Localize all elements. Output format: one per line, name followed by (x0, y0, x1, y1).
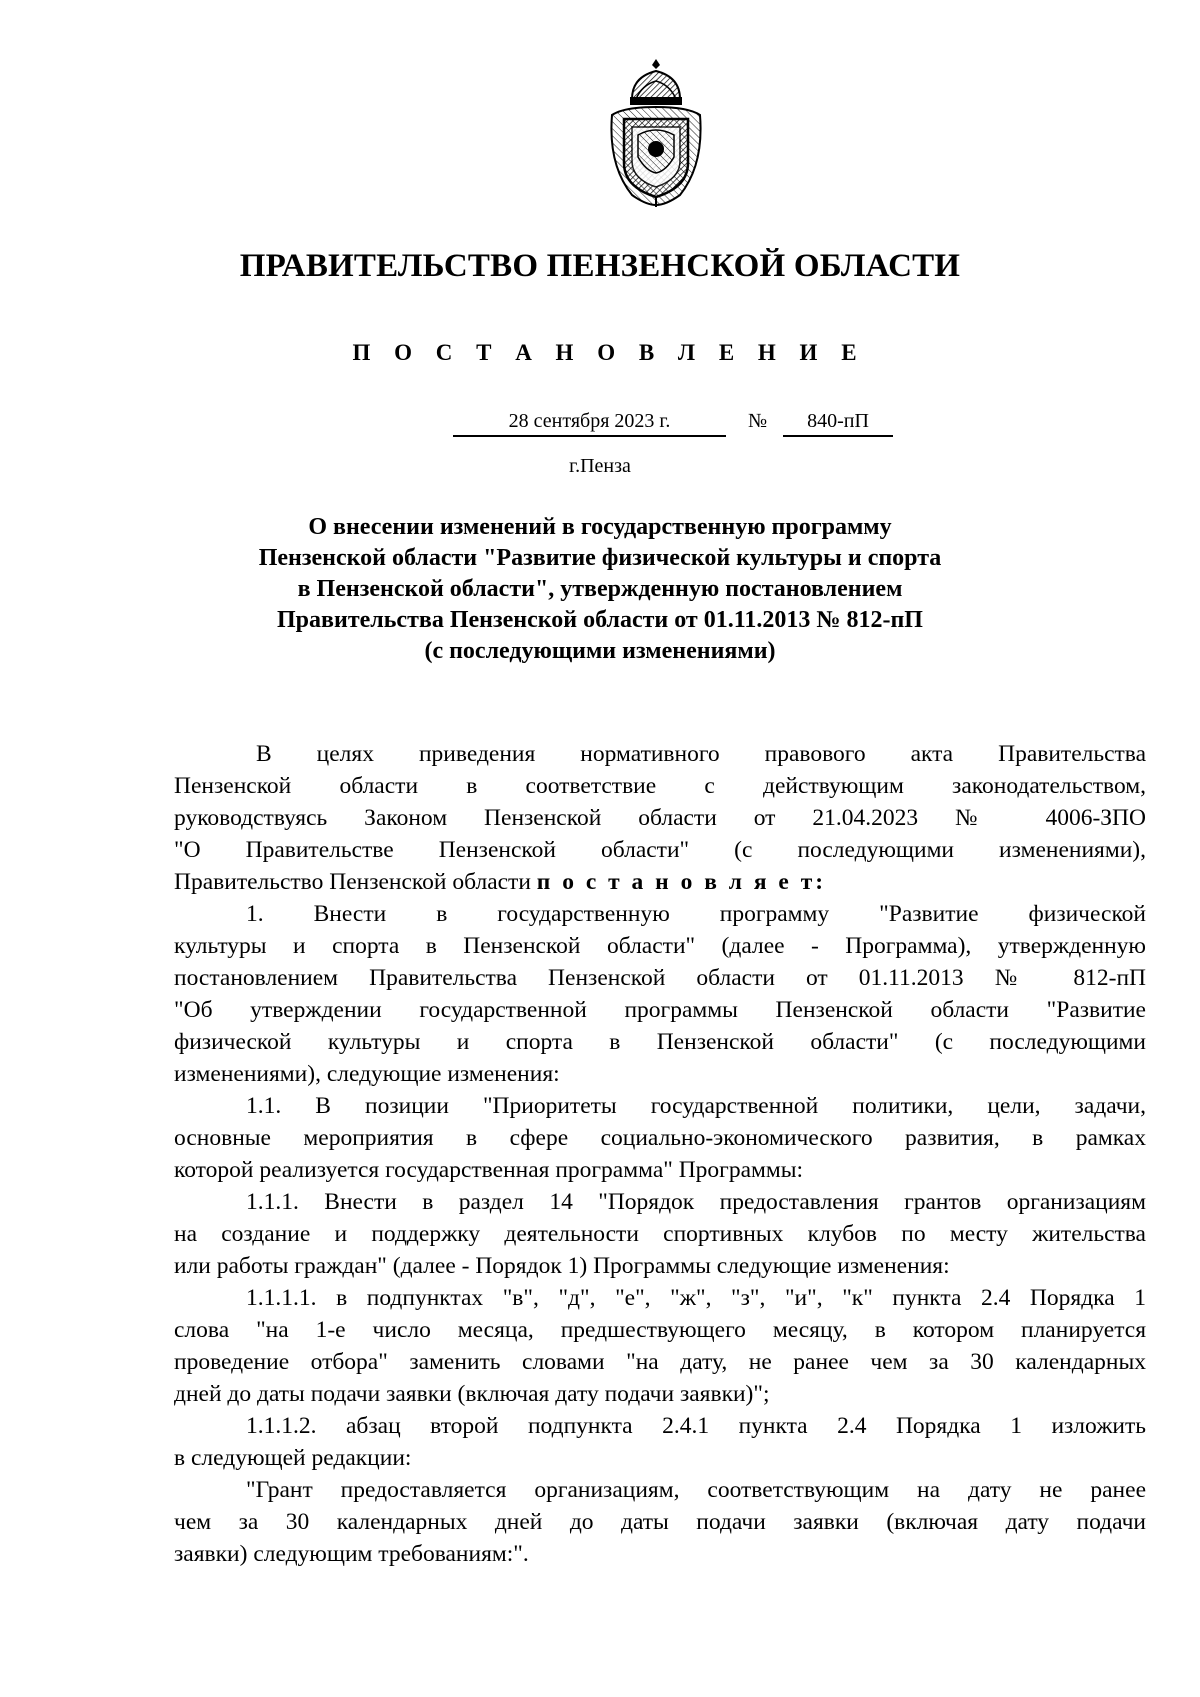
body-line: В целях приведения нормативного правового акта Правительства (256, 741, 1146, 767)
body-line: "Грант предоставляется организациям, соответствующим на дату не ранее (246, 1477, 1146, 1503)
body-text: Правительство Пензенской области (174, 869, 537, 895)
body-line-resolution (174, 866, 1146, 898)
body-line: дней до даты подачи заявки (включая дату подачи заявки)"; (174, 1381, 770, 1407)
body-line: 1.1. В позиции "Приоритеты государственной политики, цели, задачи, (246, 1093, 1146, 1119)
subject-line: Пензенской области "Развитие физической культуры и спорта (258, 545, 942, 571)
body-line: или работы граждан" (далее - Порядок 1) Программы следующие изменения: (174, 1253, 950, 1279)
body-line: постановлением Правительства Пензенской области от 01.11.2013 № 812-пП (174, 965, 1146, 991)
document-type: П О С Т А Н О В Л Е Н И Е (352, 340, 866, 365)
body-line: 1.1.1.1. в подпунктах "в", "д", "е", "ж", "з", "и", "к" пункта 2.4 Порядка 1 (246, 1285, 1146, 1311)
body-line: заявки) следующим требованиям:". (174, 1541, 529, 1567)
document-subject (200, 512, 1000, 667)
document-city: г.Пенза (569, 455, 631, 477)
body-line: основные мероприятия в сфере социально-экономического развития, в рамках (174, 1125, 1146, 1151)
document-number: 840-пП (783, 410, 893, 437)
body-line: в следующей редакции: (174, 1445, 412, 1471)
body-line: Пензенской области в соответствие с действующим законодательством, (174, 773, 1146, 799)
coat-of-arms-icon (602, 55, 710, 210)
subject-line: (с последующими изменениями) (424, 638, 776, 664)
body-line: руководствуясь Законом Пензенской области от 21.04.2023 № 4006-ЗПО (174, 805, 1146, 831)
body-line: "О Правительстве Пензенской области" (с последующими изменениями), (174, 837, 1146, 863)
body-line: которой реализуется государственная программа" Программы: (174, 1157, 804, 1183)
subject-line: Правительства Пензенской области от 01.11.2013 № 812-пП (277, 607, 923, 633)
body-line: культуры и спорта в Пензенской области" (далее - Программа), утвержденную (174, 933, 1146, 959)
body-line: проведение отбора" заменить словами "на дату, не ранее чем за 30 календарных (174, 1349, 1146, 1375)
body-line: 1.1.1. Внести в раздел 14 "Порядок предоставления грантов организациям (246, 1189, 1146, 1215)
subject-line: О внесении изменений в государственную программу (308, 514, 892, 540)
resolves-word: п о с т а н о в л я е т: (536, 869, 827, 895)
body-line: "Об утверждении государственной программы Пензенской области "Развитие (174, 997, 1146, 1023)
body-line: изменениями), следующие изменения: (174, 1061, 560, 1087)
organization-title: ПРАВИТЕЛЬСТВО ПЕНЗЕНСКОЙ ОБЛАСТИ (239, 248, 961, 284)
body-line: 1.1.1.2. абзац второй подпункта 2.4.1 пункта 2.4 Порядка 1 изложить (246, 1413, 1146, 1439)
body-line: на создание и поддержку деятельности спортивных клубов по месту жительства (174, 1221, 1146, 1247)
body-line: 1. Внести в государственную программу "Развитие физической (246, 901, 1146, 927)
number-sign: № (748, 410, 768, 432)
document-body (174, 738, 1146, 1570)
body-line: физической культуры и спорта в Пензенской области" (с последующими (174, 1029, 1146, 1055)
subject-line: в Пензенской области", утвержденную постановлением (297, 576, 903, 602)
body-line: слова "на 1-е число месяца, предшествующего месяцу, в котором планируется (174, 1317, 1146, 1343)
body-line: чем за 30 календарных дней до даты подачи заявки (включая дату подачи (174, 1509, 1146, 1535)
document-date: 28 сентября 2023 г. (453, 410, 726, 437)
